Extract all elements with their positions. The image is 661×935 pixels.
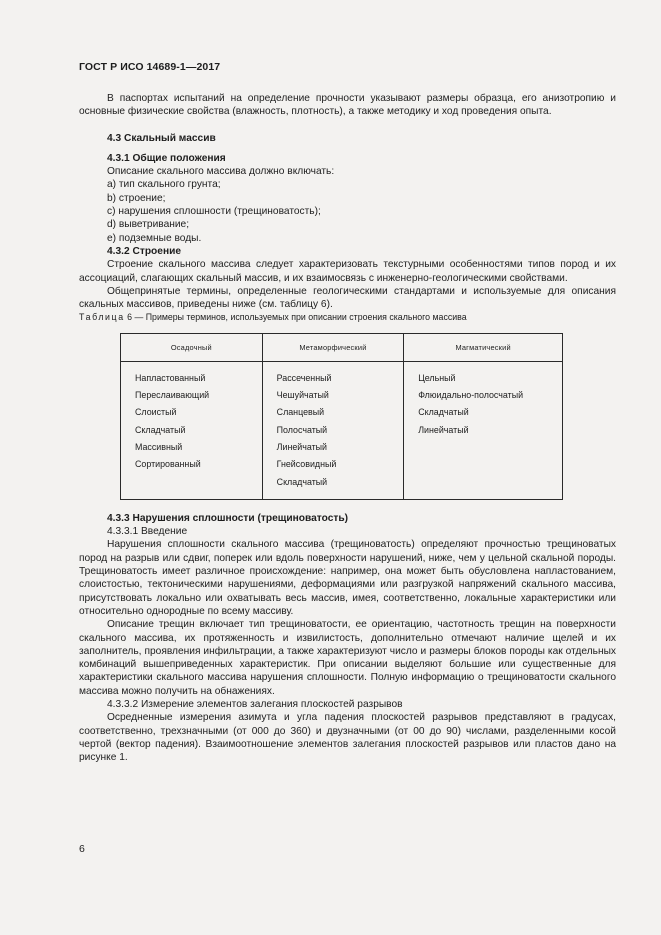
table-caption [79, 311, 616, 324]
intro-paragraph: В паспортах испытаний на определение прочности указывают размеры образца, его анизотропию и основные физические свойства (влажность, плотность), а также методику и ход проведения опыта. [79, 93, 616, 118]
term-item: Напластованный [135, 372, 206, 383]
term-item: Линейчатый [418, 424, 469, 435]
table-header-row [121, 333, 563, 361]
term-item: Гнейсовидный [276, 459, 337, 470]
term-item: Складчатый [418, 407, 469, 418]
term-item: Складчатый [276, 476, 328, 487]
section-4-3-3-title: 4.3.3 Нарушения сплошности (трещиноватость) [107, 512, 349, 524]
page-number: 6 [79, 843, 85, 855]
list-item: b) строение; [107, 192, 166, 204]
column-header-sedimentary: Осадочный [121, 333, 263, 361]
list-item: e) подземные воды. [107, 232, 202, 244]
term-item: Линейчатый [276, 441, 327, 452]
terms-table [120, 333, 563, 500]
column-header-metamorphic: Метаморфический [262, 333, 404, 361]
term-item: Сланцевый [276, 407, 325, 418]
document-body [79, 92, 616, 764]
table-cell-metamorphic [262, 361, 404, 499]
section-4-3-3-1-paragraph-1: Нарушения сплошности скального массива (трещиноватость) определяют прочностью трещиноватых пород на разрыв или сдвиг, поперек или вдоль поверхности нарушений, ниже, чем у цельной скальной породы. Трещиноватость имеет различное происхождение: например, она может быть обусловлена напластованием, слоистостью, тектоническими нарушениями, деформациями или разгрузкой напряжений скального массива, присутствовать локально или охватывать весь массив, имея, соответственно, локальные характеристики или относительно однородные по всему массиву. [79, 539, 616, 617]
list-item: d) выветривание; [107, 219, 190, 231]
section-4-3-3-2-paragraph: Осредненные измерения азимута и угла падения плоскостей разрывов представляют в градусах, соответственно, трехзначными (от 000 до 360) и двузначными (от 00 до 90) числами, разделенными косой чертой (вектор падения). Взаимоотношение элементов залегания плоскостей разрывов или пластов дано на рисунке 1. [79, 712, 616, 764]
table-caption-text: 6 — Примеры терминов, используемых при описании строения скального массива [124, 312, 467, 323]
list-item: a) тип скального грунта; [107, 179, 221, 191]
table-row [121, 361, 563, 499]
section-4-3-3-1-paragraph-2: Описание трещин включает тип трещиноватости, ее ориентацию, частотность трещин на поверхности скального массива, их протяженность и извилистость, дополнительно отмечают наличие щелей и их заполнитель, проявления инфильтрации, а также характеризуют число и размеры блоков породы как отдельных комбинаций вышеприведенных характеристик. При описании выделяют большие или существенные для характеристики скального массива нарушения сплошности. Полную информацию о трещиноватости скального массива можно получить на обнажениях. [79, 619, 616, 697]
section-4-3-2-paragraph-1: Строение скального массива следует характеризовать текстурными особенностями типов пород и их ассоциаций, слагающих скальный массив, и их взаимосвязь с инженерно-геологическими свойствами. [79, 259, 616, 284]
section-4-3-1-title: 4.3.1 Общие положения [107, 152, 226, 164]
table-caption-label: Таблица [79, 312, 125, 323]
table-cell-igneous [404, 361, 563, 499]
term-item: Переслаивающий [135, 390, 210, 401]
term-item: Цельный [418, 372, 456, 383]
section-4-3-3-2-title: 4.3.3.2 Измерение элементов залегания плоскостей разрывов [107, 698, 403, 710]
term-item: Слоистый [135, 407, 177, 418]
section-4-3-title: 4.3 Скальный массив [107, 132, 216, 144]
list-item: c) нарушения сплошности (трещиноватость); [107, 206, 321, 218]
document-header: ГОСТ Р ИСО 14689-1—2017 [79, 61, 221, 73]
column-header-igneous: Магматический [404, 333, 563, 361]
term-item: Флюидально-полосчатый [418, 390, 524, 401]
term-item: Массивный [135, 441, 183, 452]
section-4-3-1-lead: Описание скального массива должно включать: [107, 166, 335, 178]
table-cell-sedimentary [121, 361, 263, 499]
section-4-3-2-title: 4.3.2 Строение [107, 245, 182, 257]
term-item: Сортированный [135, 459, 201, 470]
section-4-3-2-paragraph-2: Общепринятые термины, определенные геологическими стандартами и используемые для описания скальных массивов, приведены ниже (см. таблицу 6). [79, 285, 616, 311]
term-item: Чешуйчатый [276, 390, 329, 401]
term-item: Полосчатый [276, 424, 328, 435]
term-item: Складчатый [135, 424, 186, 435]
term-item: Рассеченный [276, 372, 332, 383]
section-4-3-3-1-title: 4.3.3.1 Введение [107, 526, 188, 538]
